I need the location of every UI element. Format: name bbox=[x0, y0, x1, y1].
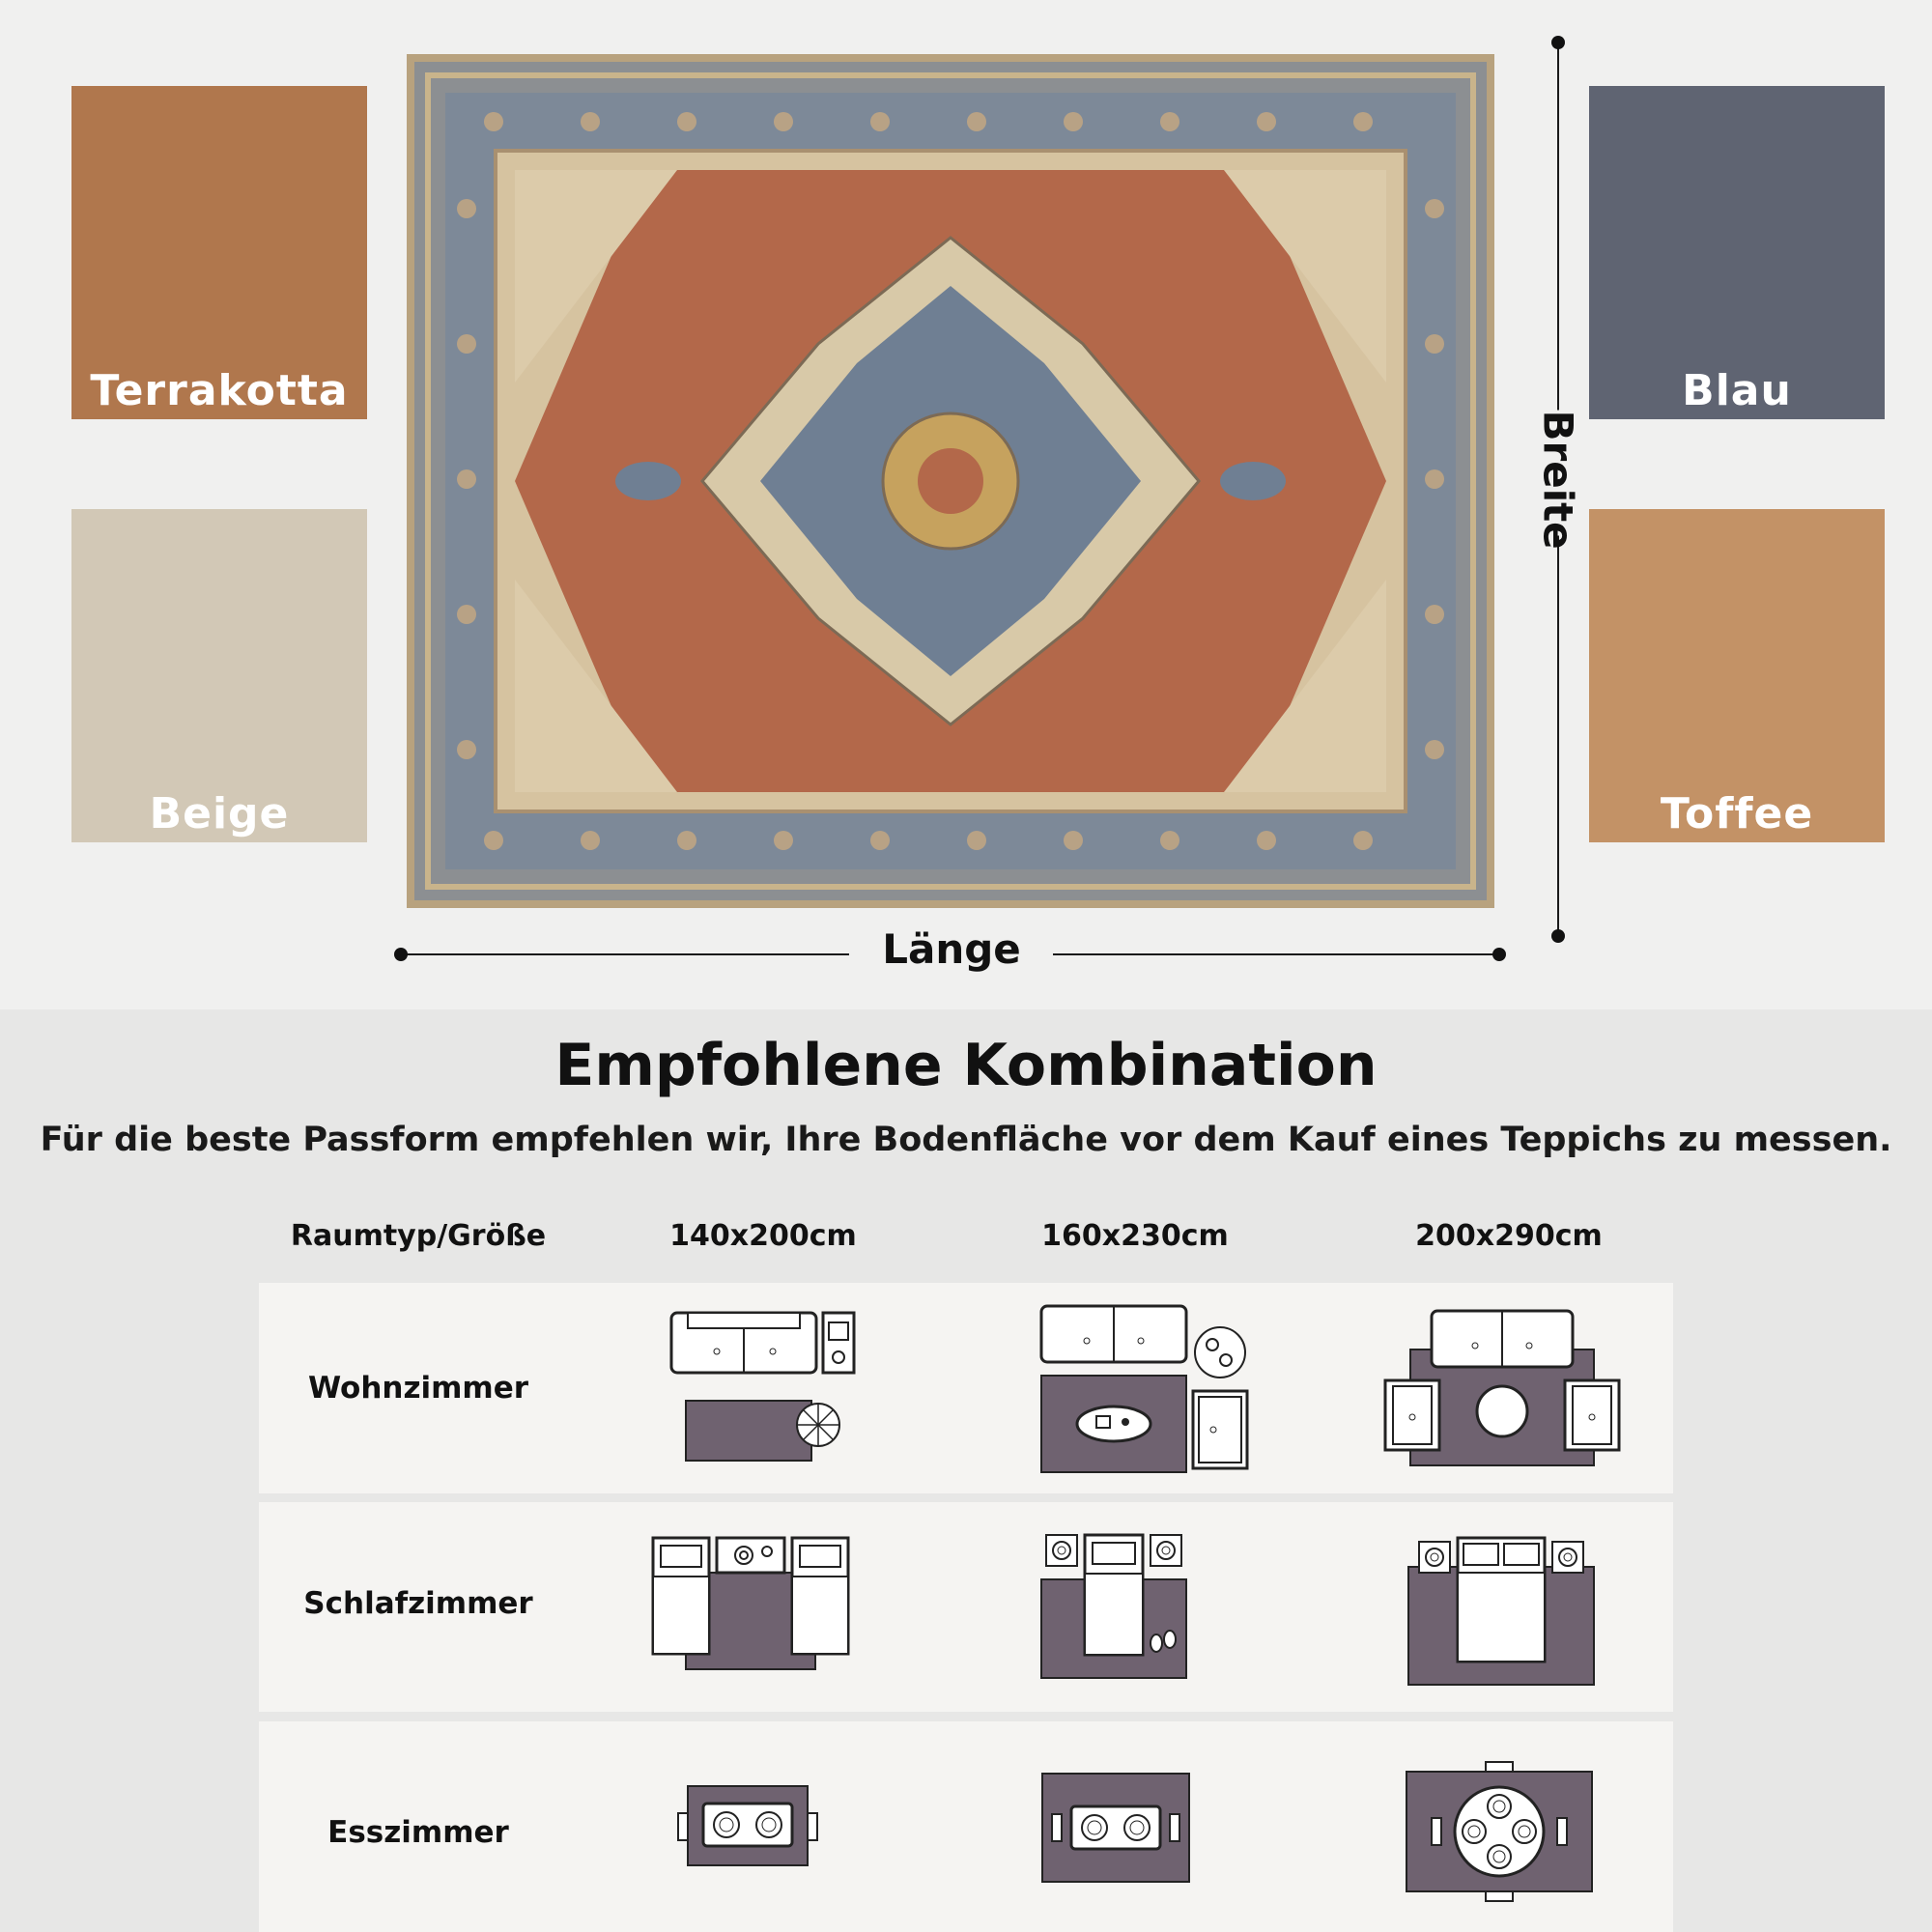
swatch-toffee[interactable] bbox=[1589, 509, 1885, 842]
length-line-right bbox=[1053, 953, 1499, 955]
section-title: Empfohlene Kombination bbox=[554, 1032, 1378, 1099]
length-label: Länge bbox=[882, 925, 1021, 973]
dining-room-large-icon bbox=[1403, 1760, 1596, 1909]
header-room-type: Raumtyp/Größe bbox=[290, 1219, 547, 1253]
width-dot-bottom bbox=[1551, 929, 1565, 943]
dining-room-medium-icon bbox=[1038, 1770, 1193, 1889]
row-label-wohnzimmer: Wohnzimmer bbox=[307, 1371, 529, 1406]
living-room-small-icon bbox=[667, 1309, 860, 1477]
swatch-blau[interactable] bbox=[1589, 86, 1885, 419]
row-label-schlafzimmer: Schlafzimmer bbox=[303, 1586, 533, 1621]
rug-image bbox=[407, 54, 1494, 908]
bedroom-small-icon bbox=[649, 1534, 852, 1678]
bedroom-large-icon bbox=[1406, 1534, 1599, 1692]
section-subtitle: Für die beste Passform empfehlen wir, Ihre Bodenfläche vor dem Kauf eines Teppichs zu messen. bbox=[40, 1121, 1892, 1159]
header-size-140x200: 140x200cm bbox=[669, 1219, 857, 1253]
swatch-terrakotta[interactable] bbox=[71, 86, 367, 419]
header-size-160x230: 160x230cm bbox=[1041, 1219, 1229, 1253]
living-room-large-icon bbox=[1381, 1307, 1623, 1475]
length-dot-left bbox=[394, 948, 408, 961]
bedroom-medium-icon bbox=[1038, 1531, 1193, 1685]
living-room-medium-icon bbox=[1038, 1302, 1251, 1480]
length-dot-right bbox=[1492, 948, 1506, 961]
swatch-beige[interactable] bbox=[71, 509, 367, 842]
width-label: Breite bbox=[1534, 410, 1582, 550]
swatch-label: Terrakotta bbox=[90, 366, 349, 415]
length-line-left bbox=[401, 953, 849, 955]
row-label-esszimmer: Esszimmer bbox=[327, 1815, 509, 1850]
dining-room-small-icon bbox=[674, 1782, 821, 1873]
swatch-label: Toffee bbox=[1660, 789, 1814, 838]
header-size-200x290: 200x290cm bbox=[1415, 1219, 1603, 1253]
swatch-label: Blau bbox=[1682, 366, 1792, 415]
swatch-label: Beige bbox=[149, 789, 290, 838]
width-dot-top bbox=[1551, 36, 1565, 49]
